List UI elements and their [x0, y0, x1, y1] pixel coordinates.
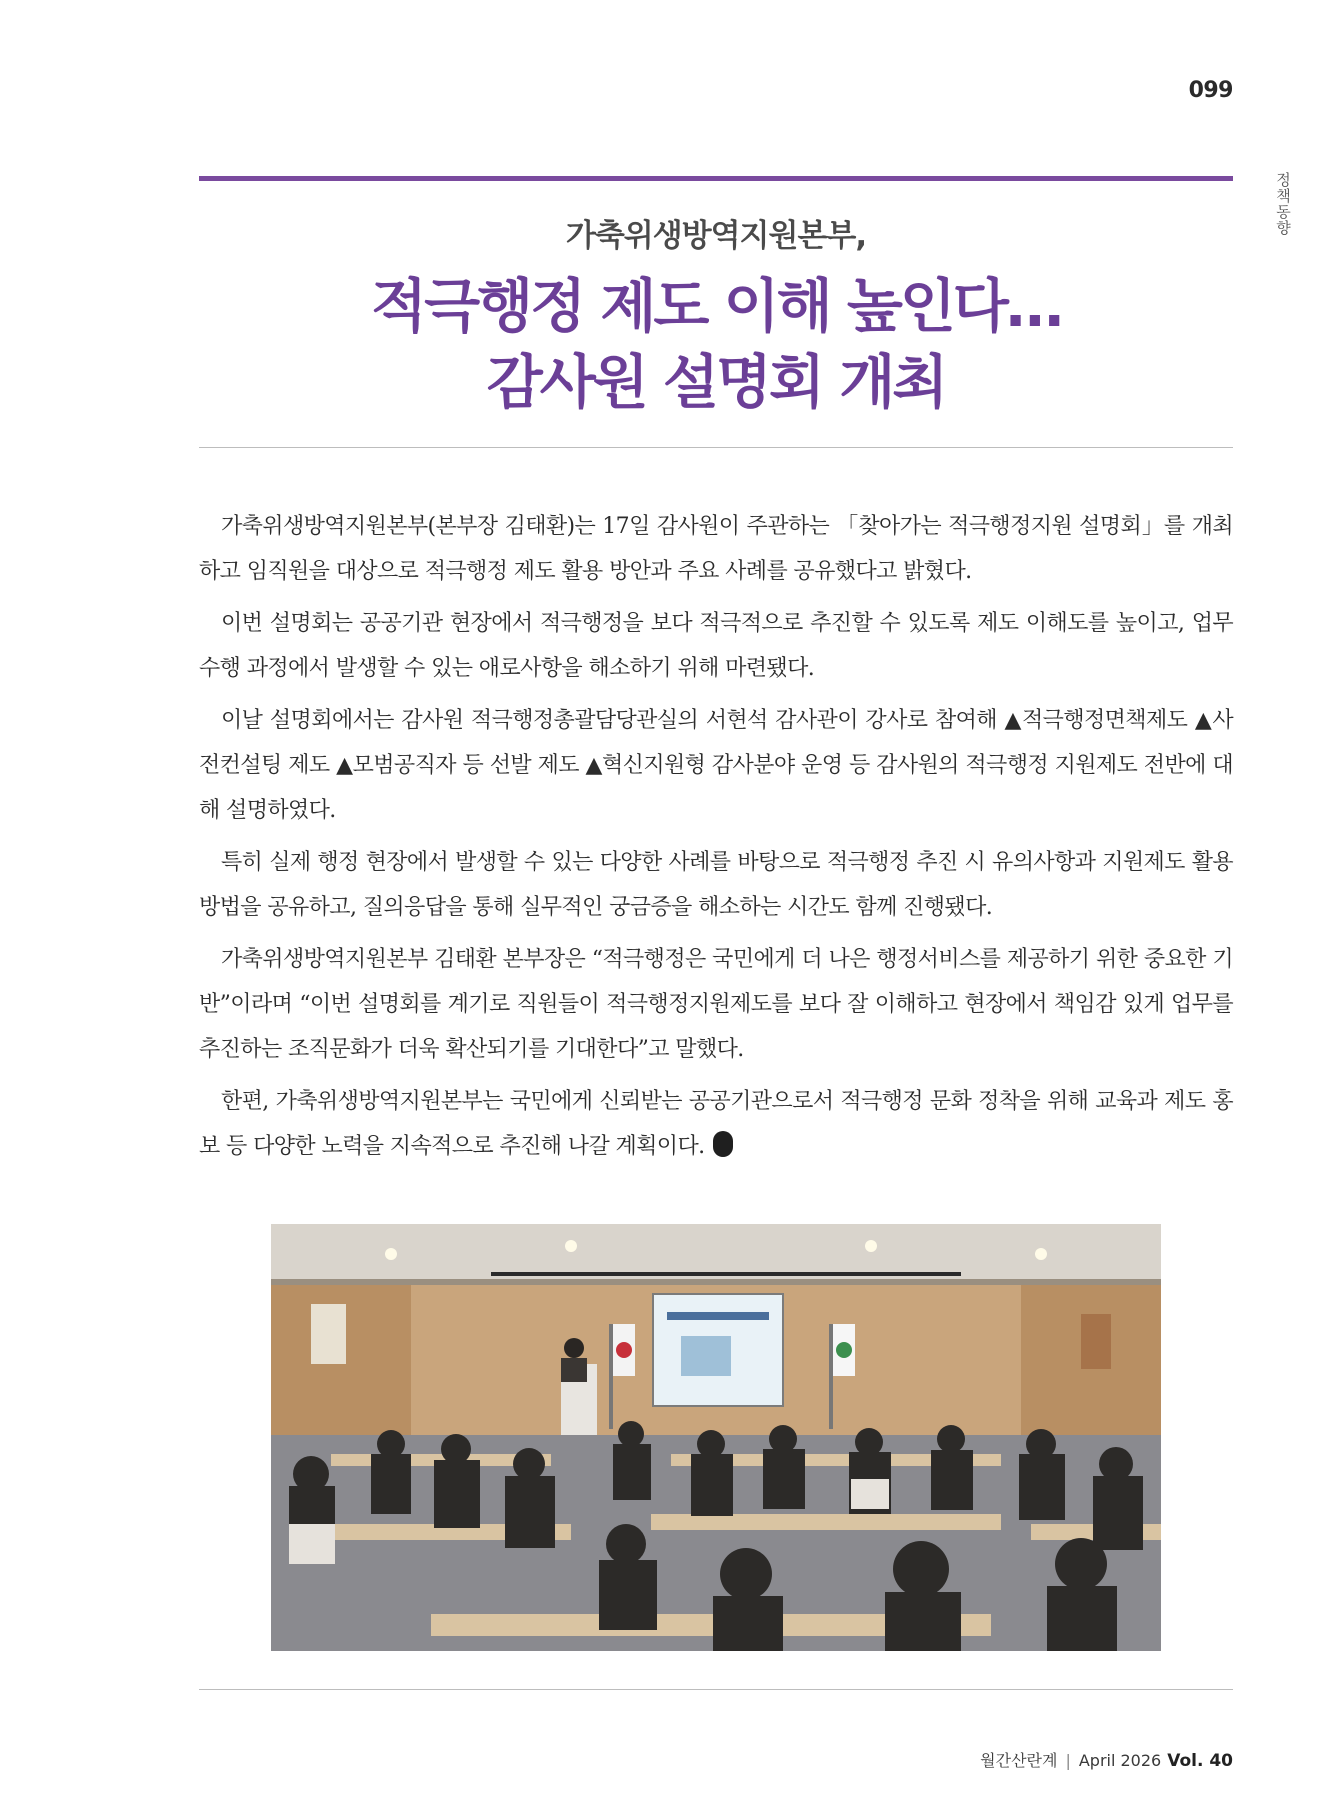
headline-line-2: 감사원 설명회 개최: [486, 348, 946, 416]
article-kicker: 가축위생방역지원본부,: [565, 218, 867, 254]
section-tab: 정책동향: [1274, 172, 1292, 236]
headline-line-1: 적극행정 제도 이해 높인다…: [371, 272, 1061, 340]
top-rule: [199, 176, 1233, 181]
footer-volume: Vol. 40: [1167, 1751, 1233, 1771]
paragraph-3: 이날 설명회에서는 감사원 적극행정총괄담당관실의 서현석 감사관이 강사로 참여해 ▲적극행정면책제도 ▲사전컨설팅 제도 ▲모범공직자 등 선발 제도 ▲혁신지원형 감사분야 운영 등 감사원의 적극행정 지원제도 전반에 대해 설명하였다.: [199, 708, 1233, 823]
seminar-photo: [271, 1224, 1161, 1651]
paragraph-6: [199, 1079, 1233, 1169]
paragraph-4: 특히 실제 행정 현장에서 발생할 수 있는 다양한 사례를 바탕으로 적극행정 추진 시 유의사항과 지원제도 활용 방법을 공유하고, 질의응답을 통해 실무적인 궁금증을 해소하는 시간도 함께 진행됐다.: [199, 850, 1233, 920]
headline-divider: [199, 447, 1233, 448]
article-headline: [199, 268, 1233, 420]
paragraph-5: 가축위생방역지원본부 김태환 본부장은 “적극행정은 국민에게 더 나은 행정서비스를 제공하기 위한 중요한 기반”이라며 “이번 설명회를 계기로 직원들이 적극행정지원제도를 보다 잘 이해하고 현장에서 책임감 있게 업무를 추진하는 조직문화가 더욱 확산되기를 기대한다”고 말했다.: [199, 947, 1233, 1062]
paragraph-1: 가축위생방역지원본부(본부장 김태환)는 17일 감사원이 주관하는 「찾아가는 적극행정지원 설명회」를 개최하고 임직원을 대상으로 적극행정 제도 활용 방안과 주요 사례를 공유했다고 밝혔다.: [199, 514, 1233, 584]
footer-issue: April 2026: [1078, 1751, 1162, 1770]
page-footer: [980, 1748, 1233, 1771]
page-number: 099: [1188, 78, 1233, 103]
article-body: [199, 504, 1233, 1176]
paragraph-6-text: 한편, 가축위생방역지원본부는 국민에게 신뢰받는 공공기관으로서 적극행정 문화 정착을 위해 교육과 제도 홍보 등 다양한 노력을 지속적으로 추진해 나갈 계획이다.: [199, 1089, 1233, 1159]
article-end-icon: [713, 1131, 733, 1157]
footer-magazine: 월간산란계: [980, 1751, 1058, 1770]
paragraph-2: 이번 설명회는 공공기관 현장에서 적극행정을 보다 적극적으로 추진할 수 있도록 제도 이해도를 높이고, 업무수행 과정에서 발생할 수 있는 애로사항을 해소하기 위해 마련됐다.: [199, 611, 1233, 681]
footer-divider: [199, 1689, 1233, 1690]
footer-separator: |: [1065, 1751, 1071, 1770]
